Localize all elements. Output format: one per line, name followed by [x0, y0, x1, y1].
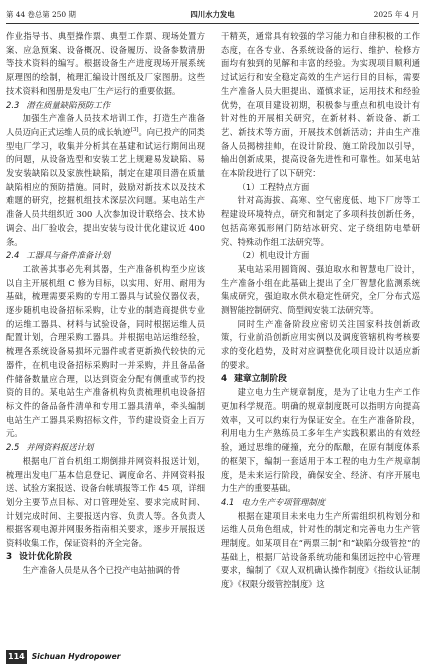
left-column [6, 30, 205, 578]
header-issue: 第 44 卷总第 250 期 [6, 10, 76, 19]
citation-ref: [3] [130, 127, 139, 134]
footer-journal-name: Sichuan Hydropower [31, 652, 121, 661]
section-heading-2-3: 2.3 潜在质量缺陷预防工作 [6, 99, 111, 110]
paragraph: 作业指导书、典型操作票、典型工作票、现场处置方案、应急预案、设备概况、设备履历、设备参数清册等技术资料的编写。根据设备生产进度现场开展系统原理图的绘制，梳理汇编设计图纸及厂家图册。这些技术资料和图册是发电厂生产运行的重要依据。 [6, 31, 205, 96]
paragraph: 工欲善其事必先利其器，生产准备机构至少应该以自主开展机组 C 修为目标，以实用、好用、耐用为基础，梳理需要采购的专用工器具与试验仪器仪表，逐步随机电设备招标采购，让专业的制造商提供专业的运维工器具、材料与试验设备，同时根据运维人员配置计划，合理采购工器具。并根据电站运维经验，梳理各系统设备易损坏元器件或者更新换代较快的元器件，在机电设备招标采购时一并采购，并且备品备件储备数量应合理，以达到资金分配有侧重或节约投资的目的。某电站生产准备机构负责梳理机电设备招标文件的备品备件清单和专用工器具清单，牵头编制电站生产工器具采购招标文件，节约建设资金上百万元。 [6, 263, 205, 439]
header-rule [6, 23, 419, 24]
paragraph-text: 加强生产准备人员技术培训工作，打造生产准备人员迈向正式运维人员的成长轨迹[3]。向已投产的同类型电厂学习，收集并分析其在基建和试运行期间出现的问题，从设备选型和安装工艺上规避易发缺陷、易发安装缺陷以及家族性缺陷，制定在建项目潜在质量缺陷相应的预防措施。同时，鼓励对新技术以及技术难题的研究，挖掘机组技术深层次问题。某电站生产准备人员共组织近 300 人次参加设计联络会、技术协调会、出厂验收会，提出安装与设计优化建议近 400 条。 [6, 113, 205, 247]
page-footer [6, 650, 121, 664]
section-heading-4-1: 4.1 电力生产专项管理制度 [221, 496, 326, 507]
right-column [221, 30, 420, 592]
header-journal-title: 四川水力发电 [190, 10, 235, 19]
paragraph: 同时生产准备阶段应密切关注国家科技创新政策，行业前沿创新应用实例以及调度管辖机构考核要求的变化趋势，及时对应调整优化项目设计以适应新的要求。 [221, 318, 420, 370]
paragraph [6, 112, 205, 249]
subsection-heading-1: （1）工程特点方面 [237, 181, 310, 192]
paragraph: 根据电厂首台机组工期倒排并网资料报送计划，梳理出发电厂基本信息登记、调度命名、并网资料报送、试验方案报送、设备台帐填报等工作 45 项，详细划分主要节点目标、对口管理处室、要求完成时间、计划完成时间、主要报送内容、负责人等。各负责人根据客观电源并网服务指南相关要求，逐步开展报送资料收集工作，保证资料的齐全完备。 [6, 455, 205, 549]
header-date: 2025 年 4 月 [373, 10, 419, 19]
paragraph: 建立电力生产规章制度，是为了让电力生产工作更加科学规范。明确的规章制度既可以指明方向提高效率，又可以约束行为保证安全。在生产准备阶段，利用电力生产熟练员工多年生产实践积累出的有效经验，通过思维的碰撞，充分的酝酿，在原有制度体系的框架下，编制一套适用于本工程的电力生产规章制度，是未来运行阶段，确保安全、经济、有序开展电力生产的重要基础。 [221, 387, 420, 494]
paragraph: 根据在建项目未来电力生产所需组织机构划分和运维人员角色组成，针对性的制定和完善电力生产管理制度。如某项目在“两票三制”和“缺陷分级管控”的基础上，根据厂站设备系统功能和集团远控中心管理要求，编制了《双人双机确认操作制度》《指纹认证制度》《权限分级管控制度》这 [221, 510, 420, 590]
subsection-heading-2: （2）机电设计方面 [237, 250, 310, 261]
paragraph: 生产准备人员是从各个已投产电站抽调的骨 [22, 565, 181, 576]
section-heading-4: 4 建章立制阶段 [221, 373, 287, 384]
paragraph: 针对高海拔、高寒、空气密度低、地下厂房等工程建设环境特点，研究和制定了多项科技创新任务，包括高寒弧形闸门防结冰研究、定子绕组防电晕研究、特殊动作组工法研究等。 [221, 195, 420, 247]
page-number: 114 [6, 650, 27, 664]
page-header [6, 9, 419, 21]
section-heading-2-5: 2.5 并网资料报送计划 [6, 442, 94, 453]
section-heading-3: 3 设计优化阶段 [6, 551, 72, 562]
paragraph: 干精英，通常具有较强的学习能力和自律积极的工作态度，在各专业、各系统设备的运行、维护、检修方面均有独到的见解和丰富的经验。为实现项目顺利通过试运行和安全稳定高效的生产运行目的目标，需要生产准备人员大胆提出、谨慎求证，运用技术和经验优势，在项目建设初期，积极参与重点和机电设计有针对性的开展相关研究，在新材料、新设备、新工艺、新技术等方面，开展技术创新活动；并由生产准备人员揭榜挂帅，在设计阶段、施工阶段加以引导，输出创新成果，提高设备先进性和可靠性。如某电站在本阶段进行了以下研究： [221, 31, 420, 179]
section-heading-2-4: 2.4 工器具与备件准备计划 [6, 250, 111, 261]
paragraph: 某电站采用圆筒阀、强迫取水和智慧电厂设计，生产准备小组在此基础上提出了全厂智慧化监测系统集成研究，强迫取水供水稳定性研究，全厂分布式巡测智能控制研究、筒型阀安装工法研究等。 [221, 263, 420, 316]
